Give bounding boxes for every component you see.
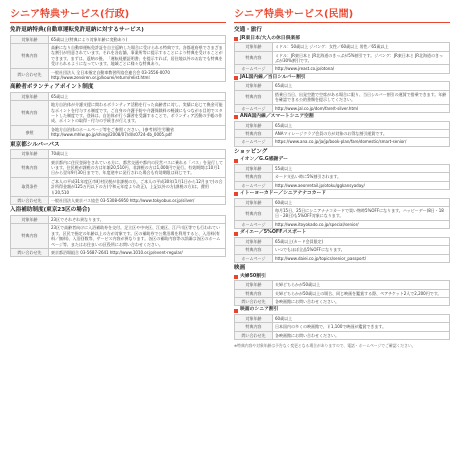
row-value: 65歳以上 (273, 82, 450, 90)
row-label: 参照 (11, 125, 49, 139)
row-label: 特典内容 (235, 246, 273, 254)
row-link[interactable]: http://www.itoyokado.co.jp/special/senior/ (273, 220, 450, 228)
info-table (234, 280, 450, 306)
row-value: カード支払い時に5%割引されます。 (273, 173, 450, 181)
table-row (235, 82, 450, 90)
table-row (235, 281, 450, 289)
row-value: ANAマイレージクラブ会員の方が対象のお得な割引運賃です。 (273, 129, 450, 137)
info-table (234, 237, 450, 263)
row-value: ミドル：JR東日本と JR北海道のきっぷが5%割引です。ジパング：JR東日本と JR北海道のきっぷが30%割引です。 (273, 51, 450, 65)
subsection-label: 夫婦50割引 (240, 273, 266, 279)
info-table (10, 35, 226, 83)
info-table (234, 42, 450, 74)
row-value: 各映画館にお問い合わせください。 (273, 331, 450, 339)
row-label: ホームページ (235, 104, 273, 112)
row-label: 特典内容 (235, 173, 273, 181)
row-label: 取得条件 (11, 177, 49, 196)
row-label: 対象年齢 (235, 315, 273, 323)
row-label: 特典内容 (11, 224, 49, 249)
row-value: 夫婦どちらかが50歳以上の場合、同じ映画を鑑賞する際、ペアチケット2人で2,200円です。 (273, 289, 450, 297)
table-row (235, 289, 450, 297)
section-heading: 交通・旅行 (234, 27, 262, 33)
bullet-square-icon (234, 37, 238, 41)
table-row (235, 65, 450, 73)
row-label: ホームページ (235, 138, 273, 146)
row-value: 高齢になり自動車運転免許証を自主返納した場合に受けられる特典です。各都道府県でさまざまな割引が用意されています。それを各店舗、事業所等に提示することにより特典を受けることができます。まずは、返納の後、「運転経歴証明書」を提示すれば、居住地以外のお店でも特典を受けられるようになっています。地域ごとに様々な特典あり。 (49, 43, 226, 68)
subsection-label: ダイエー／5%OFFパスポート (240, 230, 307, 236)
table-row (11, 197, 226, 205)
row-value: ミドル：50歳以上 ジパング：女性／60歳以上 男性／65歳以上 (273, 43, 450, 51)
row-link[interactable]: 東京都浴場組合 03-5687-2641 http://www.1010.or.jp/event-regular/ (49, 248, 226, 256)
row-link[interactable]: http://www.jal.co.jp/dom/fare/t-silver.html (273, 104, 450, 112)
bullet-square-icon (234, 115, 238, 119)
row-value: 65歳以上 (49, 92, 226, 100)
row-label: ホームページ (235, 220, 273, 228)
table-row (235, 323, 450, 331)
row-value: 70歳以上 (49, 150, 226, 158)
section-heading: 東京都シルバーパス (10, 141, 60, 148)
row-label: 対象年齢 (11, 35, 49, 43)
table-row (11, 215, 226, 223)
row-label: 対象年齢 (11, 215, 49, 223)
row-label: 特典内容 (235, 323, 273, 331)
table-row (235, 331, 450, 339)
row-label: 特典内容 (11, 158, 49, 177)
subsection-heading (234, 36, 450, 43)
left-column (10, 8, 226, 454)
section-heading: 免許返納特典(自動車運転免許返納に対するサービス) (10, 27, 144, 33)
info-table (234, 314, 450, 340)
left-title: シニア特典サービス(行政) (10, 8, 226, 23)
row-label: ホームページ (235, 181, 273, 189)
subsection-heading (234, 230, 450, 237)
table-row (11, 224, 226, 249)
subsection-label: イトーヨーカドー／シニアナナコカード (240, 191, 327, 197)
row-label: 対象年齢 (11, 150, 49, 158)
row-label: 対象年齢 (235, 82, 273, 90)
table-row (11, 43, 226, 68)
info-table (234, 81, 450, 113)
row-value: 夫婦どちらかが50歳以上 (273, 281, 450, 289)
row-link[interactable]: http://www.jreast.co.jp/otona/ (273, 65, 450, 73)
row-value: 65歳以上(カード会員限定) (273, 237, 450, 245)
section-heading: 映画 (234, 265, 246, 272)
table-row (11, 248, 226, 256)
bullet-square-icon (234, 76, 238, 80)
row-link[interactable]: 一般社団法人 全日本指定自動車教習所協会連合会 03-3556-0070 http://www.zensiren.or.jp/kourei/return/relist.html (49, 68, 226, 82)
subsection-heading (234, 274, 450, 281)
row-label: 対象年齢 (235, 237, 273, 245)
table-row (11, 150, 226, 158)
table-row (11, 177, 226, 196)
info-table (234, 164, 450, 190)
table-row (235, 104, 450, 112)
row-value: 65歳以上 (273, 121, 450, 129)
table-row (235, 90, 450, 104)
section-heading: 高齢者ボランティアポイント制度 (10, 84, 94, 91)
row-label: 問い合わせ先 (11, 197, 49, 205)
info-table (10, 149, 226, 205)
row-label: 問い合わせ先 (235, 331, 273, 339)
subsection-label: JR東日本/大人の休日倶楽部 (240, 35, 300, 41)
bullet-square-icon (234, 159, 238, 163)
subsection-label: JAL国内線／当日シルバー割引 (240, 74, 306, 80)
table-row (235, 43, 450, 51)
footnote: ※特典内容や対象年齢は予告なく変更となる場合がありますので、電話・ホームページでご確認ください。 (234, 343, 416, 349)
info-table (10, 92, 226, 140)
row-label: 対象年齢 (235, 198, 273, 206)
table-row (235, 207, 450, 221)
row-value: 各映画館にお問い合わせください。 (273, 298, 450, 306)
row-value: 地方自治体が介護支援に関わるボランティア活動を行った高齢者に対し、実績に応じて換金可能なポイントを付与する制度です。ご自身の介護予防や介護保険料の軽減にもつながる目的でスタートした制度です。登録は、自治体が行う講習を受講することで、ボランティア活動の手帳の作成、ポイントの取得・付与の手続きが行えます。 (49, 101, 226, 126)
table-row (235, 164, 450, 172)
row-label: ホームページ (235, 65, 273, 73)
subsection-heading (234, 75, 450, 82)
row-label: 対象年齢 (11, 92, 49, 100)
row-value: 60歳以上 (273, 198, 450, 206)
right-column (234, 8, 450, 454)
row-label: 対象年齢 (235, 164, 273, 172)
row-label: 問い合わせ先 (11, 248, 49, 256)
row-label: 対象年齢 (235, 281, 273, 289)
table-row (11, 35, 226, 43)
row-link[interactable]: http://www.aeonretail.jp/otoku/ggkansyaday/ (273, 181, 450, 189)
row-label: 特典内容 (235, 90, 273, 104)
table-row (235, 198, 450, 206)
row-link[interactable]: 一般社団法人東京バス協会 03-5308-6950 http://www.tokyobus.or.jp/silver/ (49, 197, 226, 205)
info-table (10, 215, 226, 257)
row-value: いつでもほぼ全品5%OFFになります。 (273, 246, 450, 254)
row-value: 55歳以上 (273, 164, 450, 172)
right-title: シニア特典サービス(民間) (234, 8, 450, 23)
table-row (11, 92, 226, 100)
table-row (235, 121, 450, 129)
table-row (235, 173, 450, 181)
subsection-heading (234, 157, 450, 164)
table-row (235, 246, 450, 254)
info-table (234, 198, 450, 230)
row-value: ご本人の平成31年度区市町村民税が非課税の方。ご本人の平成30年(1月1日から12月まで)の合計所得金額が125万円以下の方(令和元年度より改正)。上記以外の方(課税の方)は、費用￥20,510 (49, 177, 226, 196)
row-label: 問い合わせ先 (11, 68, 49, 82)
row-value: 23区でそれぞれ異なります。 (49, 215, 226, 223)
row-link[interactable]: 各地方自治体のホームページ等をご参照ください。(参考)厚生労働省 http://www.mhlw.go.jp/shingi/2008/07/dl/s0724-4b_0005.pdf (49, 125, 226, 139)
bullet-square-icon (234, 275, 238, 279)
table-row (235, 220, 450, 228)
table-row (235, 237, 450, 245)
row-link[interactable]: http://www.daiei.co.jp/topics/senior_passport/ (273, 254, 450, 262)
row-label: 特典内容 (235, 289, 273, 297)
subsection-label: イオン／G.G感謝デー (240, 157, 288, 163)
row-label: 特典内容 (235, 207, 273, 221)
section-heading: ショッピング (234, 148, 268, 155)
table-row (235, 315, 450, 323)
subsection-heading (234, 191, 450, 198)
subsection-label: 映画のシニア割引 (240, 307, 279, 313)
subsection-label: ANA国内線／スマートシニア空割 (240, 113, 314, 119)
table-row (235, 51, 450, 65)
row-value: 60歳以上 (273, 315, 450, 323)
row-label: 対象年齢 (235, 43, 273, 51)
row-value: 日本国内の多くの映画館で、￥1,100で映画が鑑賞できます。 (273, 323, 450, 331)
bullet-square-icon (234, 192, 238, 196)
row-value: 搭乗日当日、出発空港で空席がある場合に限り、当日シルバー割引の運賃で搭乗できます。年齢を確認できる公的書類を提示してください。 (273, 90, 450, 104)
row-label: 特典内容 (235, 51, 273, 65)
table-row (235, 298, 450, 306)
table-row (235, 129, 450, 137)
subsection-heading (234, 114, 450, 121)
bullet-square-icon (234, 309, 238, 313)
row-label: 問い合わせ先 (235, 298, 273, 306)
table-row (11, 158, 226, 177)
row-link[interactable]: https://www.ana.co.jp/ja/jp/book-plan/fare/domestic/smart-senior/ (273, 138, 450, 146)
row-label: 特典内容 (235, 129, 273, 137)
row-label: ホームページ (235, 254, 273, 262)
table-row (235, 181, 450, 189)
info-table (234, 121, 450, 147)
row-value: 毎月15日、25日にシニアナナコカードで買い物時5%OFFになります。ハッピーデー(8日・18日・28日)も5%OFF対象になります。 (273, 207, 450, 221)
table-row (11, 68, 226, 82)
subsection-heading (234, 307, 450, 314)
row-label: 特典内容 (11, 101, 49, 126)
row-value: 東京都内に住民登録をされている方に、都営交通や都内の民営バスに乗れる「パス」を発行しています。住民税が課税の方は年額20,510円、非課税の方は1,000円で発行。有効期間は10月1日から翌年9月30日までで、年度途中に発行された場合も有効期限は同じです。 (49, 158, 226, 177)
table-row (11, 101, 226, 126)
table-row (235, 254, 450, 262)
section-heading: 入浴補助制度(東京23区の場合) (10, 207, 91, 214)
row-value: 65歳以上(特典により対象年齢に変動あり) (49, 35, 226, 43)
bullet-square-icon (234, 232, 238, 236)
row-value: 23区で高齢者向けに入浴補助券を交付。足立区や中央区、江東区、江戸川区等でも行われています。区民で指定の年齢以上の方が対象です。区の補助券で公衆浴場を利用すると、入浴料(有料／無料)、入浴回数等、サービス内容が異なります。各区の補助内容等の詳細は各区のホームページ等、またはお住まいの区役所にお問い合わせください。 (49, 224, 226, 249)
table-row (235, 138, 450, 146)
row-label: 特典内容 (11, 43, 49, 68)
row-label: 対象年齢 (235, 121, 273, 129)
table-row (11, 125, 226, 139)
